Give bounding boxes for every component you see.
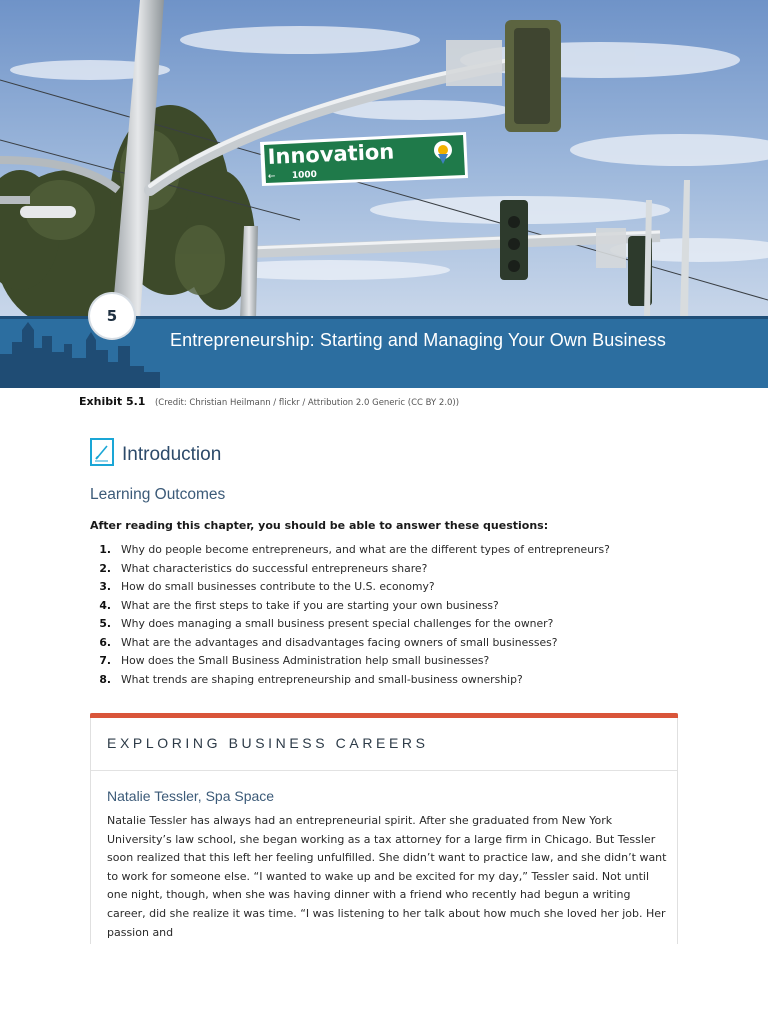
feature-body-text: Natalie Tessler has always had an entrepreneurial spirit. After she graduated from New York University’s law school, she began working as a tax attorney for a large firm in Chicago. But Tessler soon realized that this left her feeling unfulfilled. She didn’t want to practice law, and she didn’t want to work for someone else. “I wanted to wake up and be excited for my day,” Tessler said. Not until one night, though, when she was having dinner with a friend who recently had begun a writing career, did she realize it was time. “I was listening to her talk about how much she loved her job. Her passion and [107, 814, 667, 939]
list-item: 6. What are the advantages and disadvantages facing owners of small businesses? [99, 635, 558, 649]
list-item: 4. What are the first steps to take if you are starting your own business? [99, 598, 499, 612]
list-item-text: Why does managing a small business present special challenges for the owner? [121, 617, 554, 630]
feature-subtitle: Natalie Tessler, Spa Space [107, 788, 275, 804]
list-item-text: How do small businesses contribute to the U.S. economy? [121, 580, 435, 593]
list-item-text: Why do people become entrepreneurs, and what are the different types of entrepreneurs? [121, 543, 610, 556]
feature-heading: EXPLORING BUSINESS CAREERS [107, 735, 429, 751]
section-title: Introduction [122, 444, 222, 465]
exhibit-credit: (Credit: Christian Heilmann / flickr / Attribution 2.0 Generic (CC BY 2.0)) [154, 398, 460, 408]
chapter-hero-image [0, 0, 768, 318]
svg-text:←: ← [267, 171, 276, 182]
divider [91, 770, 677, 771]
list-item: 5. Why does managing a small business present special challenges for the owner? [99, 617, 554, 630]
exhibit-caption [79, 395, 459, 408]
street-sign-text: Innovation [267, 139, 395, 169]
learning-outcomes-list [90, 541, 610, 689]
exhibit-label: Exhibit 5.1 [79, 395, 146, 408]
learning-outcomes-intro: After reading this chapter, you should be able to answer these questions: [90, 519, 549, 532]
chapter-number-badge: 5 [90, 294, 134, 338]
list-item: 7. How does the Small Business Administration help small businesses? [99, 654, 490, 667]
list-item: 8. What trends are shaping entrepreneurship and small-business ownership? [99, 672, 523, 686]
pencil-edit-icon [90, 438, 114, 466]
list-item: 3. How do small businesses contribute to the U.S. economy? [99, 580, 435, 593]
list-item-text: What are the first steps to take if you are starting your own business? [121, 598, 499, 612]
chapter-title: Entrepreneurship: Starting and Managing Your Own Business [170, 330, 667, 350]
city-skyline-icon [0, 322, 170, 388]
list-item: 1. Why do people become entrepreneurs, and what are the different types of entrepreneurs? [99, 543, 610, 556]
list-item-text: What are the advantages and disadvantages facing owners of small businesses? [121, 635, 558, 649]
list-item-text: What characteristics do successful entrepreneurs share? [121, 561, 428, 575]
list-item: 2. What characteristics do successful entrepreneurs share? [99, 561, 428, 575]
feature-box [90, 713, 678, 944]
learning-outcomes-title: Learning Outcomes [90, 486, 226, 503]
street-sign-number: 1000 [291, 169, 318, 181]
list-item-text: How does the Small Business Administration help small businesses? [121, 654, 490, 667]
feature-accent-bar [90, 713, 678, 718]
list-item-text: What trends are shaping entrepreneurship and small-business ownership? [121, 672, 523, 686]
